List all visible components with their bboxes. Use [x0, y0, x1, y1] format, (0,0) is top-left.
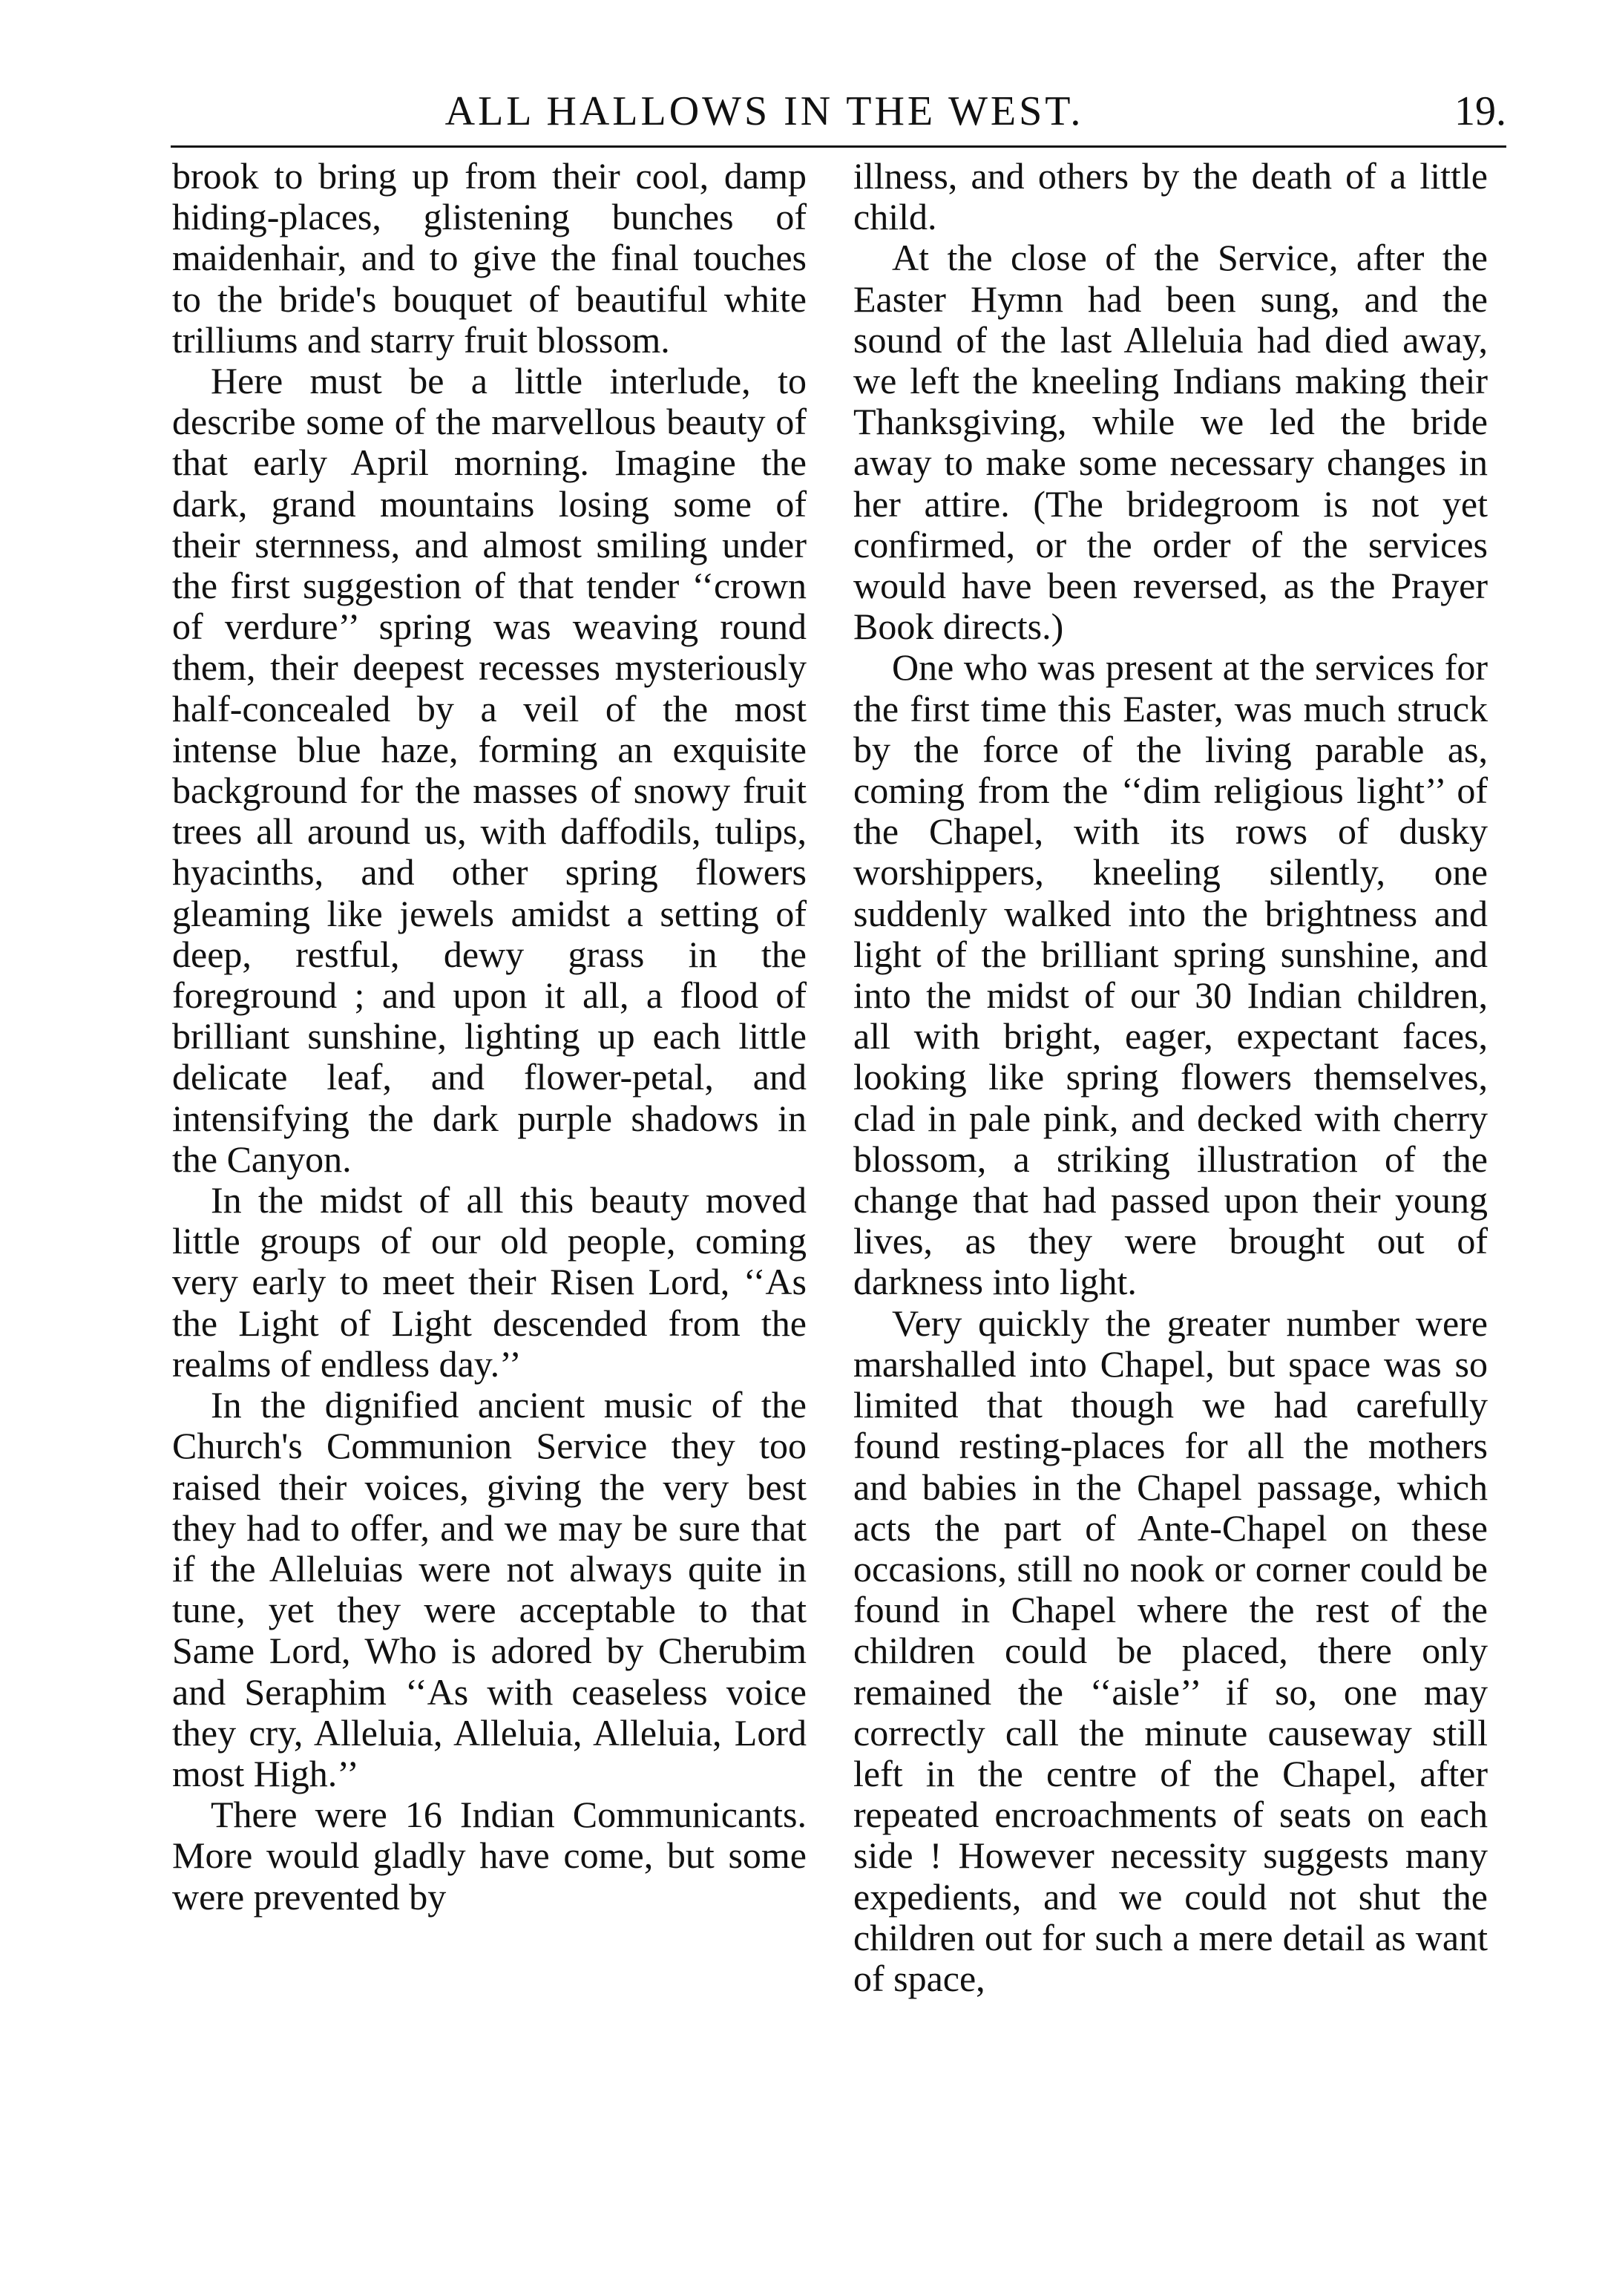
page-title: ALL HALLOWS IN THE WEST. [444, 88, 1084, 134]
paragraph: One who was present at the services for the first time this Easter, was much struck by the force of the living parable as, coming from the ‘‘dim religious light’’ of the Chapel, with its rows of dusky worshippers, kneeling silently, one suddenly walked into the brightness and light of the brilliant spring sunshine, and into the midst of our 30 Indian children, all with bright, eager, expectant faces, looking like spring flowers themselves, clad in pale pink, and decked with cherry blossom, a striking illustration of the change that had passed upon their young lives, as they were brought out of darkness into light. [853, 646, 1488, 1303]
right-column [853, 156, 1488, 1999]
paragraph: At the close of the Service, after the Easter Hymn had been sung, and the sound of the last Alleluia had died away, we left the kneeling Indians making their Thanksgiving, while we led the bride away to make some necessary changes in her attire. (The bridegroom is not yet confirmed, or the order of the services would have been reversed, as the Prayer Book directs.) [853, 237, 1488, 648]
paragraph: In the midst of all this beauty moved little groups of our old people, coming very early to meet their Risen Lord, ‘‘As the Light of Light descended from the realms of endless day.’’ [172, 1179, 807, 1385]
paragraph: In the dignified ancient music of the Church's Communion Service they too raised their voices, giving the very best they had to offer, and we may be sure that if the Alleluias were not always quite in tune, yet they were acceptable to that Same Lord, Who is adored by Cherubim and Seraphim ‘‘As with ceaseless voice they cry, Alleluia, Alleluia, Alleluia, Lord most High.’’ [172, 1384, 807, 1794]
paragraph: Here must be a little interlude, to describe some of the marvellous beauty of that early April morning. Imagine the dark, grand mountains losing some of their sternness, and almost smiling under the first suggestion of that tender ‘‘crown of verdure’’ spring was weaving round them, their deepest recesses mysteriously half-concealed by a veil of the most intense blue haze, forming an exquisite background for the masses of snowy fruit trees all around us, with daffodils, tulips, hyacinths, and other spring flowers gleaming like jewels amidst a setting of deep, restful, dewy grass in the foreground ; and upon it all, a flood of brilliant sunshine, lighting up each little delicate leaf, and flower-petal, and intensifying the dark purple shadows in the Canyon. [172, 360, 807, 1180]
paragraph: brook to bring up from their cool, damp hiding-places, glistening bunches of maidenhair, and to give the final touches to the bride's bouquet of beautiful white trilliums and starry fruit blossom. [172, 155, 807, 361]
running-header [171, 88, 1506, 147]
page-number: 19. [1454, 88, 1506, 134]
left-column [172, 156, 807, 1918]
paragraph: illness, and others by the death of a little child. [853, 155, 1488, 238]
paragraph: There were 16 Indian Communicants. More would gladly have come, but some were prevented by [172, 1794, 807, 1918]
paragraph: Very quickly the greater number were marshalled into Chapel, but space was so limited that though we had carefully found resting-places for all the mothers and babies in the Chapel passage, which acts the part of Ante-Chapel on these occasions, still no nook or corner could be found in Chapel where the rest of the children could be placed, there only remained the ‘‘aisle’’ if so, one may correctly call the minute causeway still left in the centre of the Chapel, after repeated encroachments of seats on each side ! However necessity suggests many expedients, and we could not shut the children out for such a mere detail as want of space, [853, 1302, 1488, 1999]
header-rule [171, 145, 1506, 148]
